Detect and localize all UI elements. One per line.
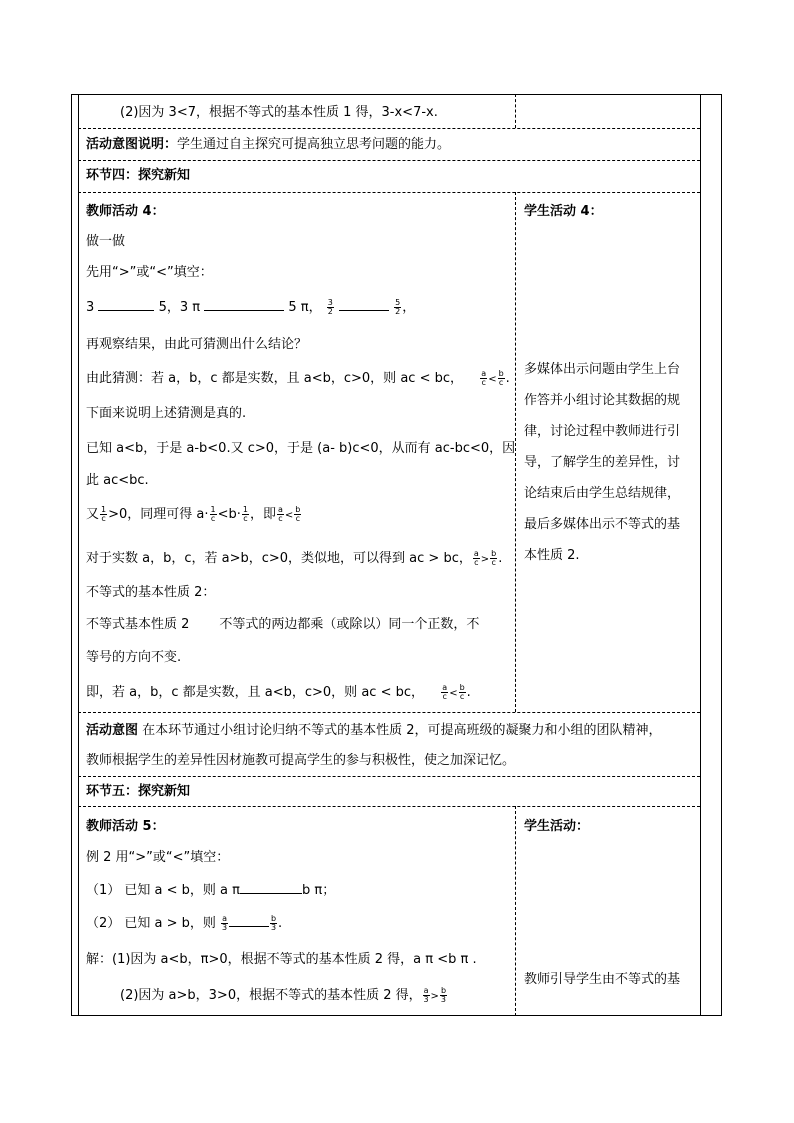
example-line bbox=[86, 914, 282, 933]
line: 作答并小组讨论其数据的规 bbox=[524, 393, 681, 408]
denominator: c bbox=[278, 514, 283, 523]
intent-1 bbox=[86, 136, 450, 154]
text: (2)因为 a>b，3>0，根据不等式的基本性质 2 得， bbox=[120, 988, 422, 1003]
text: 不等式的两边都乘（或除以）同一个正数，不 bbox=[219, 617, 480, 632]
summary-line: 即，若 a，b，c 都是实数，且 a<b，c>0，则 ac < bc， $\frac{a}{c}$ < $\frac{b}{c}$ . bbox=[86, 683, 471, 701]
denominator: c bbox=[459, 692, 465, 701]
denominator: c bbox=[243, 514, 248, 523]
symbol: > bbox=[480, 554, 490, 565]
line: 例 2 用“>”或“<”填空： bbox=[86, 850, 230, 865]
blank bbox=[204, 298, 284, 311]
symbol: < bbox=[449, 688, 458, 699]
divider bbox=[78, 806, 700, 807]
proof-line bbox=[86, 506, 302, 525]
fraction bbox=[394, 299, 401, 316]
numerator: 1 bbox=[242, 505, 248, 514]
line: 已知 a<b，于是 a-b<0.又 c>0，于是 (a- b)c<0，从而有 ac-bc<0，因 bbox=[86, 441, 516, 456]
symbol: < bbox=[488, 374, 497, 385]
example-line bbox=[86, 881, 335, 900]
numerator: a bbox=[481, 369, 487, 378]
numerator: b bbox=[491, 549, 497, 558]
column-divider bbox=[515, 806, 516, 1016]
divider bbox=[78, 192, 700, 193]
column-divider bbox=[515, 94, 516, 128]
fraction bbox=[210, 506, 217, 523]
line: 最后多媒体出示不等式的基 bbox=[524, 517, 681, 532]
text: 在本环节通过小组讨论归纳不等式的基本性质 2，可提高班级的凝聚力和小组的团队精神， bbox=[142, 723, 662, 738]
text: <b· bbox=[217, 507, 241, 522]
section-5-title: 环节五：探究新知 bbox=[86, 784, 191, 799]
line: 此 ac<bc. bbox=[86, 473, 149, 488]
blank bbox=[98, 298, 154, 311]
fraction bbox=[498, 370, 505, 387]
fraction bbox=[490, 550, 497, 567]
blank bbox=[229, 914, 269, 927]
fraction bbox=[294, 506, 301, 523]
table-border-inner-right bbox=[700, 94, 701, 1016]
section-4-title: 环节四：探究新知 bbox=[86, 168, 191, 183]
student-activity-5-title: 学生活动： bbox=[524, 819, 590, 834]
text: 3 bbox=[86, 300, 95, 315]
fraction bbox=[440, 987, 447, 1004]
intent-2-label: 活动意图 bbox=[86, 723, 139, 738]
numerator: b bbox=[498, 369, 504, 378]
numerator: b bbox=[270, 914, 277, 923]
fraction bbox=[277, 506, 284, 523]
numerator: a bbox=[473, 549, 479, 558]
divider bbox=[78, 776, 700, 777]
text: 不等式基本性质 2 bbox=[86, 617, 190, 632]
line: 解：(1)因为 a<b，π>0，根据不等式的基本性质 2 得，a π <b π . bbox=[86, 952, 477, 967]
fraction bbox=[423, 987, 430, 1004]
conjecture-line: 由此猜测：若 a，b，c 都是实数，且 a<b，c>0，则 ac < bc， $\frac{a}{c}$ < $\frac{b}{c}$ . bbox=[86, 369, 510, 387]
teacher-activity-5-title: 教师活动 5： bbox=[86, 819, 165, 834]
text: b π； bbox=[301, 883, 336, 898]
fraction bbox=[100, 506, 107, 523]
denominator: c bbox=[491, 558, 496, 567]
denominator: c bbox=[101, 514, 106, 523]
fraction bbox=[221, 915, 228, 932]
line: 导，了解学生的差异性，讨 bbox=[524, 455, 681, 470]
line: 做一做 bbox=[86, 234, 126, 249]
student-activity-4-title: 学生活动 4： bbox=[524, 204, 603, 219]
table-border-inner-left bbox=[78, 94, 79, 1016]
fraction bbox=[441, 684, 448, 701]
denominator: 3 bbox=[440, 995, 447, 1004]
text: ，即 bbox=[249, 507, 276, 522]
denominator: c bbox=[210, 514, 216, 523]
text: 对于实数 a，b，c，若 a>b，c>0，类似地，可以得到 ac > bc， bbox=[86, 551, 472, 566]
line: 等号的方向不变. bbox=[86, 650, 182, 665]
divider bbox=[78, 712, 700, 713]
property-line bbox=[86, 616, 479, 634]
numerator: 1 bbox=[210, 505, 216, 514]
fraction bbox=[473, 550, 480, 567]
numerator: b bbox=[440, 986, 447, 995]
text: . bbox=[278, 916, 283, 931]
line: 下面来说明上述猜测是真的. bbox=[86, 406, 247, 421]
intent-1-label: 活动意图说明： bbox=[86, 137, 178, 152]
denominator: 2 bbox=[327, 307, 333, 316]
fraction bbox=[480, 370, 487, 387]
denominator: c bbox=[498, 378, 504, 387]
symbol: < bbox=[284, 510, 294, 521]
line: 不等式的基本性质 2： bbox=[86, 585, 216, 600]
line: 再观察结果，由此可猜测出什么结论？ bbox=[86, 337, 308, 352]
numerator: a bbox=[222, 914, 227, 923]
numerator: 3 bbox=[327, 298, 333, 307]
teacher-activity-4-title: 教师活动 4： bbox=[86, 204, 165, 219]
numerator: a bbox=[442, 683, 448, 692]
denominator: 3 bbox=[270, 923, 277, 932]
fraction bbox=[270, 915, 277, 932]
text: 由此猜测：若 a，b，c 都是实数，且 a<b，c>0，则 ac < bc， bbox=[86, 371, 463, 386]
row-top-text: (2)因为 3<7，根据不等式的基本性质 1 得，3-x<7-x. bbox=[120, 105, 438, 120]
student-activity-4-body bbox=[524, 354, 696, 571]
intent-2-line-2: 教师根据学生的差异性因材施教可提高学生的参与积极性，使之加深记忆。 bbox=[86, 753, 516, 768]
text: 又 bbox=[86, 507, 100, 522]
fill-blank-line bbox=[86, 298, 415, 317]
intent-2-line-1 bbox=[86, 722, 662, 740]
denominator: 2 bbox=[395, 307, 401, 316]
student-activity-5-text: 教师引导学生由不等式的基 bbox=[524, 972, 681, 987]
blank bbox=[339, 298, 389, 311]
text: 5 π， bbox=[288, 300, 322, 315]
divider bbox=[78, 160, 700, 161]
numerator: 1 bbox=[101, 505, 107, 514]
fraction bbox=[242, 506, 249, 523]
numerator: b bbox=[459, 683, 465, 692]
symbol: > bbox=[430, 991, 439, 1002]
denominator: c bbox=[442, 692, 447, 701]
numerator: b bbox=[295, 505, 301, 514]
divider bbox=[78, 128, 700, 129]
text: >0，同理可得 a· bbox=[108, 507, 209, 522]
denominator: c bbox=[474, 558, 479, 567]
solution-line bbox=[120, 987, 448, 1006]
text: 即，若 a，b，c 都是实数，且 a<b，c>0，则 ac < bc， bbox=[86, 685, 424, 700]
line: 律，讨论过程中教师进行引 bbox=[524, 424, 681, 439]
text: ， bbox=[402, 300, 416, 315]
text: （1） 已知 a < b，则 a π bbox=[86, 883, 240, 898]
line: 本性质 2. bbox=[524, 548, 580, 563]
text: 5，3 π bbox=[158, 300, 201, 315]
fraction bbox=[459, 684, 466, 701]
denominator: 3 bbox=[221, 923, 228, 932]
fraction bbox=[327, 299, 334, 316]
numerator: a bbox=[278, 505, 283, 514]
analogy-line: 对于实数 a，b，c，若 a>b，c>0，类似地，可以得到 ac > bc， $\frac{a}{c}$ > $\frac{b}{c}$ . bbox=[86, 549, 503, 567]
denominator: c bbox=[481, 378, 486, 387]
line: 先用“>”或“<”填空： bbox=[86, 265, 213, 280]
text: （2） 已知 a > b，则 bbox=[86, 916, 216, 931]
line: 论结束后由学生总结规律， bbox=[524, 486, 681, 501]
line: 多媒体出示问题由学生上台 bbox=[524, 362, 681, 377]
intent-1-text: 学生通过自主探究可提高独立思考问题的能力。 bbox=[177, 137, 451, 152]
blank bbox=[240, 881, 302, 894]
numerator: a bbox=[423, 986, 429, 995]
denominator: 3 bbox=[423, 995, 429, 1004]
denominator: c bbox=[295, 514, 301, 523]
numerator: 5 bbox=[395, 298, 401, 307]
